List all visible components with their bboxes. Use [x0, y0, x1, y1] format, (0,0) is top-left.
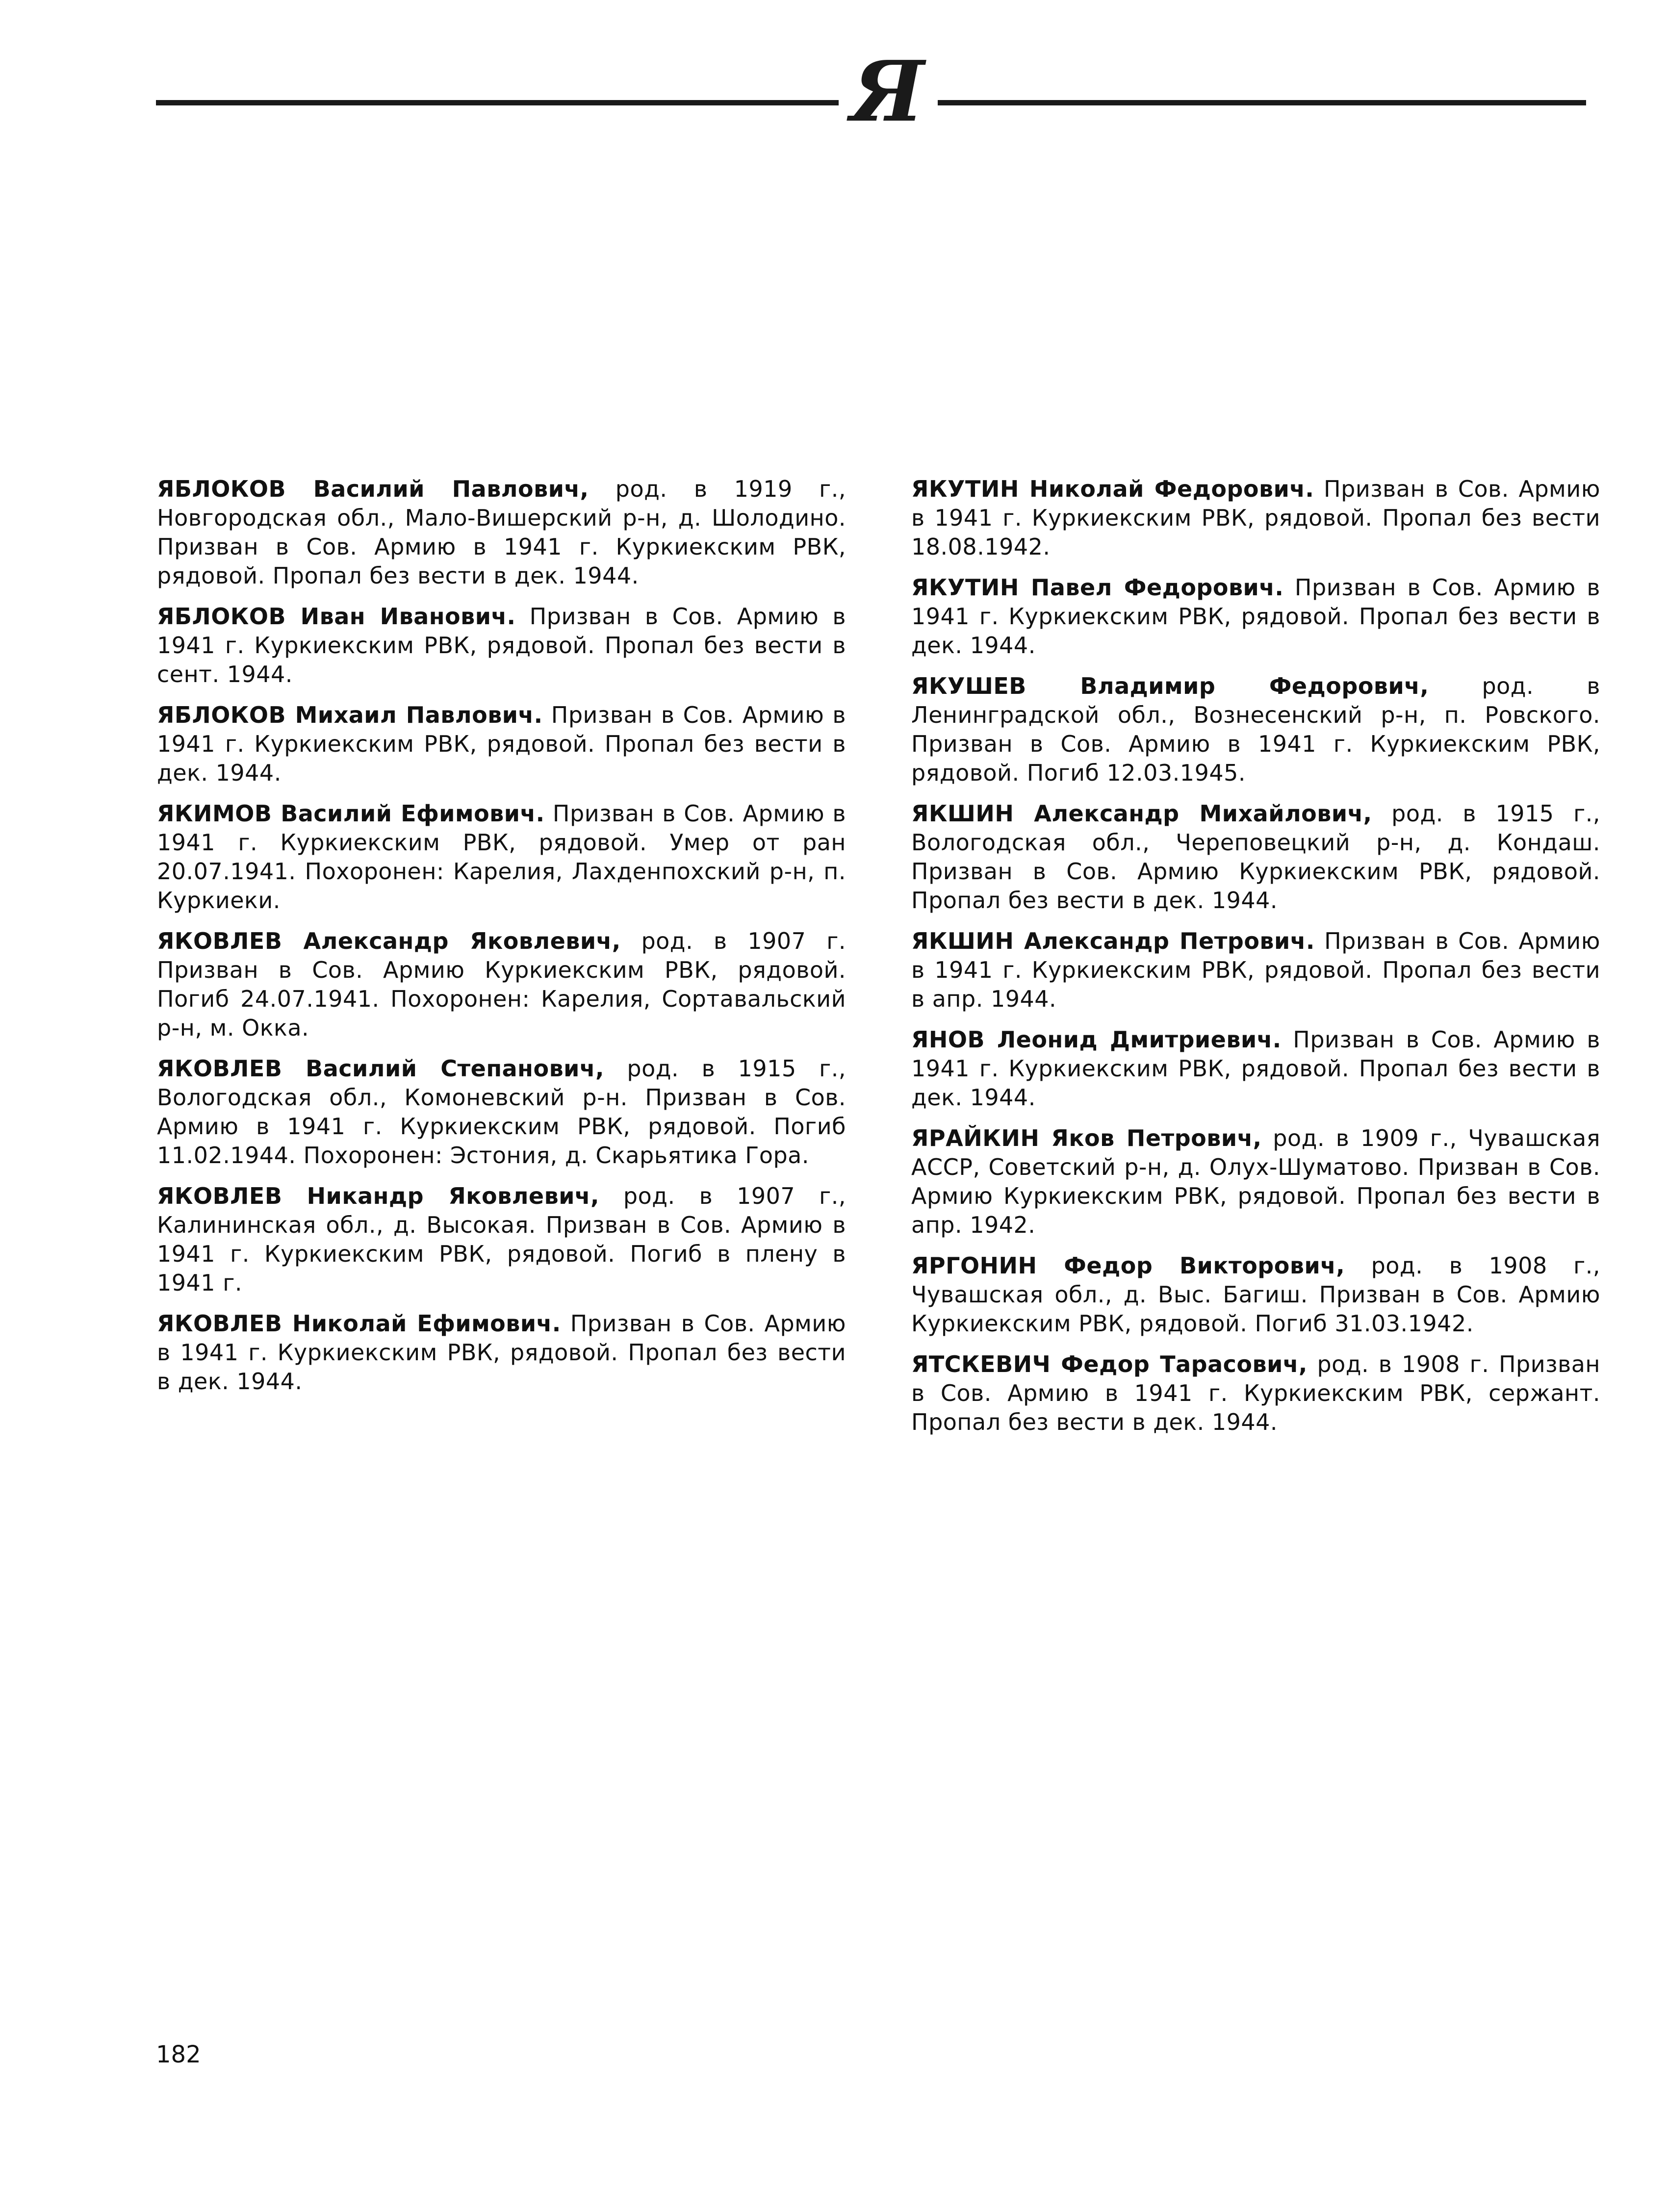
entry-name: ЯКУШЕВ Владимир Федорович,: [911, 673, 1429, 699]
entry: [911, 1025, 1600, 1112]
entry-text: род. в 1915 г., Вологодская обл., Комоневский р-н. Призван в Сов. Армию в 1941 г. Куркиекским РВК, рядовой. Погиб 11.02.1944. Похоронен: Эстония, д. Скарьятика Гора.: [157, 1055, 846, 1169]
entry: [157, 1054, 846, 1170]
entry: [911, 573, 1600, 660]
entry-name: ЯКУТИН Николай Федорович.: [911, 476, 1314, 502]
entry-name: ЯКОВЛЕВ Никандр Яковлевич,: [157, 1183, 599, 1209]
entry-name: ЯРАЙКИН Яков Петрович,: [911, 1125, 1262, 1151]
entry: [157, 799, 846, 915]
right-column: [911, 475, 1600, 1449]
entry-name: ЯКУТИН Павел Федорович.: [911, 574, 1284, 601]
entry-text: Призван в Сов. Армию в 1941 г. Куркиекским РВК, рядовой. Пропал без вести в апр. 1944.: [911, 928, 1600, 1012]
entry-text: Призван в Сов. Армию в 1941 г. Куркиекским РВК, рядовой. Пропал без вести в дек. 1944.: [911, 574, 1600, 659]
entry-name: ЯТСКЕВИЧ Федор Тарасович,: [911, 1351, 1308, 1377]
entry: [157, 927, 846, 1042]
entry-text: род. в 1907 г., Калининская обл., д. Высокая. Призван в Сов. Армию в 1941 г. Куркиекским РВК, рядовой. Погиб в плену в 1941 г.: [157, 1183, 846, 1296]
entry-name: ЯКОВЛЕВ Василий Степанович,: [157, 1055, 604, 1082]
entry-name: ЯБЛОКОВ Иван Иванович.: [157, 603, 516, 630]
header-rule-left: [156, 100, 839, 105]
entry: [157, 1182, 846, 1297]
entry-text: Призван в Сов. Армию в 1941 г. Куркиекским РВК, рядовой. Пропал без вести в дек. 1944.: [157, 1310, 846, 1395]
entry: [911, 672, 1600, 788]
page-number: 182: [156, 2041, 201, 2068]
left-column: [157, 475, 846, 1408]
entry: [911, 799, 1600, 915]
entry-text: Призван в Сов. Армию в 1941 г. Куркиекским РВК, рядовой. Умер от ран 20.07.1941. Похоронен: Карелия, Лахденпохский р-н, п. Куркиеки.: [157, 800, 846, 914]
entry-text: Призван в Сов. Армию в 1941 г. Куркиекским РВК, рядовой. Пропал без вести в сент. 1944.: [157, 603, 846, 687]
entry-text: род. в 1907 г. Призван в Сов. Армию Куркиекским РВК, рядовой. Погиб 24.07.1941. Похоронен: Карелия, Сортавальский р-н, м. Окка.: [157, 928, 846, 1041]
entry: [911, 1251, 1600, 1338]
entry-name: ЯКОВЛЕВ Николай Ефимович.: [157, 1310, 561, 1337]
entry-text: Призван в Сов. Армию в 1941 г. Куркиекским РВК, рядовой. Пропал без вести в дек. 1944.: [911, 1026, 1600, 1111]
entry-text: род. в 1908 г., Чувашская обл., д. Выс. Багиш. Призван в Сов. Армию Куркиекским РВК, рядовой. Погиб 31.03.1942.: [911, 1252, 1600, 1337]
entry: [911, 927, 1600, 1014]
entry-name: ЯКШИН Александр Михайлович,: [911, 800, 1372, 827]
entry: [911, 1350, 1600, 1437]
entry-text: Призван в Сов. Армию в 1941 г. Куркиекским РВК, рядовой. Пропал без вести в дек. 1944.: [157, 702, 846, 786]
entry-name: ЯКОВЛЕВ Александр Яковлевич,: [157, 928, 621, 954]
header-rule-right: [938, 100, 1586, 105]
entry-text: род. в 1909 г., Чувашская АССР, Советский р-н, д. Олух-Шуматово. Призван в Сов. Армию Куркиекским РВК, рядовой. Пропал без вести в апр. 1942.: [911, 1125, 1600, 1238]
entry: [911, 1124, 1600, 1240]
entry-text: род. в 1908 г. Призван в Сов. Армию в 1941 г. Куркиекским РВК, сержант. Пропал без вести в дек. 1944.: [911, 1351, 1600, 1435]
entry-text: Призван в Сов. Армию в 1941 г. Куркиекским РВК, рядовой. Пропал без вести 18.08.1942.: [911, 476, 1600, 560]
entry: [911, 475, 1600, 561]
entry-name: ЯКШИН Александр Петрович.: [911, 928, 1315, 954]
entry-name: ЯНОВ Леонид Дмитриевич.: [911, 1026, 1282, 1053]
entry-name: ЯБЛОКОВ Михаил Павлович.: [157, 702, 543, 728]
entry-text: род. в 1915 г., Вологодская обл., Череповецкий р-н, д. Кондаш. Призван в Сов. Армию Куркиекским РВК, рядовой. Пропал без вести в дек. 1944.: [911, 800, 1600, 914]
entry-text: род. в 1919 г., Новгородская обл., Мало-Вишерский р-н, д. Шолодино. Призван в Сов. Армию в 1941 г. Куркиекским РВК, рядовой. Пропал без вести в дек. 1944.: [157, 476, 846, 589]
entry: [157, 1309, 846, 1396]
entry: [157, 701, 846, 788]
entry-name: ЯКИМОВ Василий Ефимович.: [157, 800, 545, 827]
section-letter: Я: [850, 43, 924, 141]
entry-name: ЯРГОНИН Федор Викторович,: [911, 1252, 1345, 1279]
entry-name: ЯБЛОКОВ Василий Павлович,: [157, 476, 589, 502]
entry: [157, 602, 846, 689]
entry-text: род. в Ленинградской обл., Вознесенский р-н, п. Ровского. Призван в Сов. Армию в 1941 г. Куркиекским РВК, рядовой. Погиб 12.03.1945.: [911, 673, 1600, 786]
entry: [157, 475, 846, 590]
